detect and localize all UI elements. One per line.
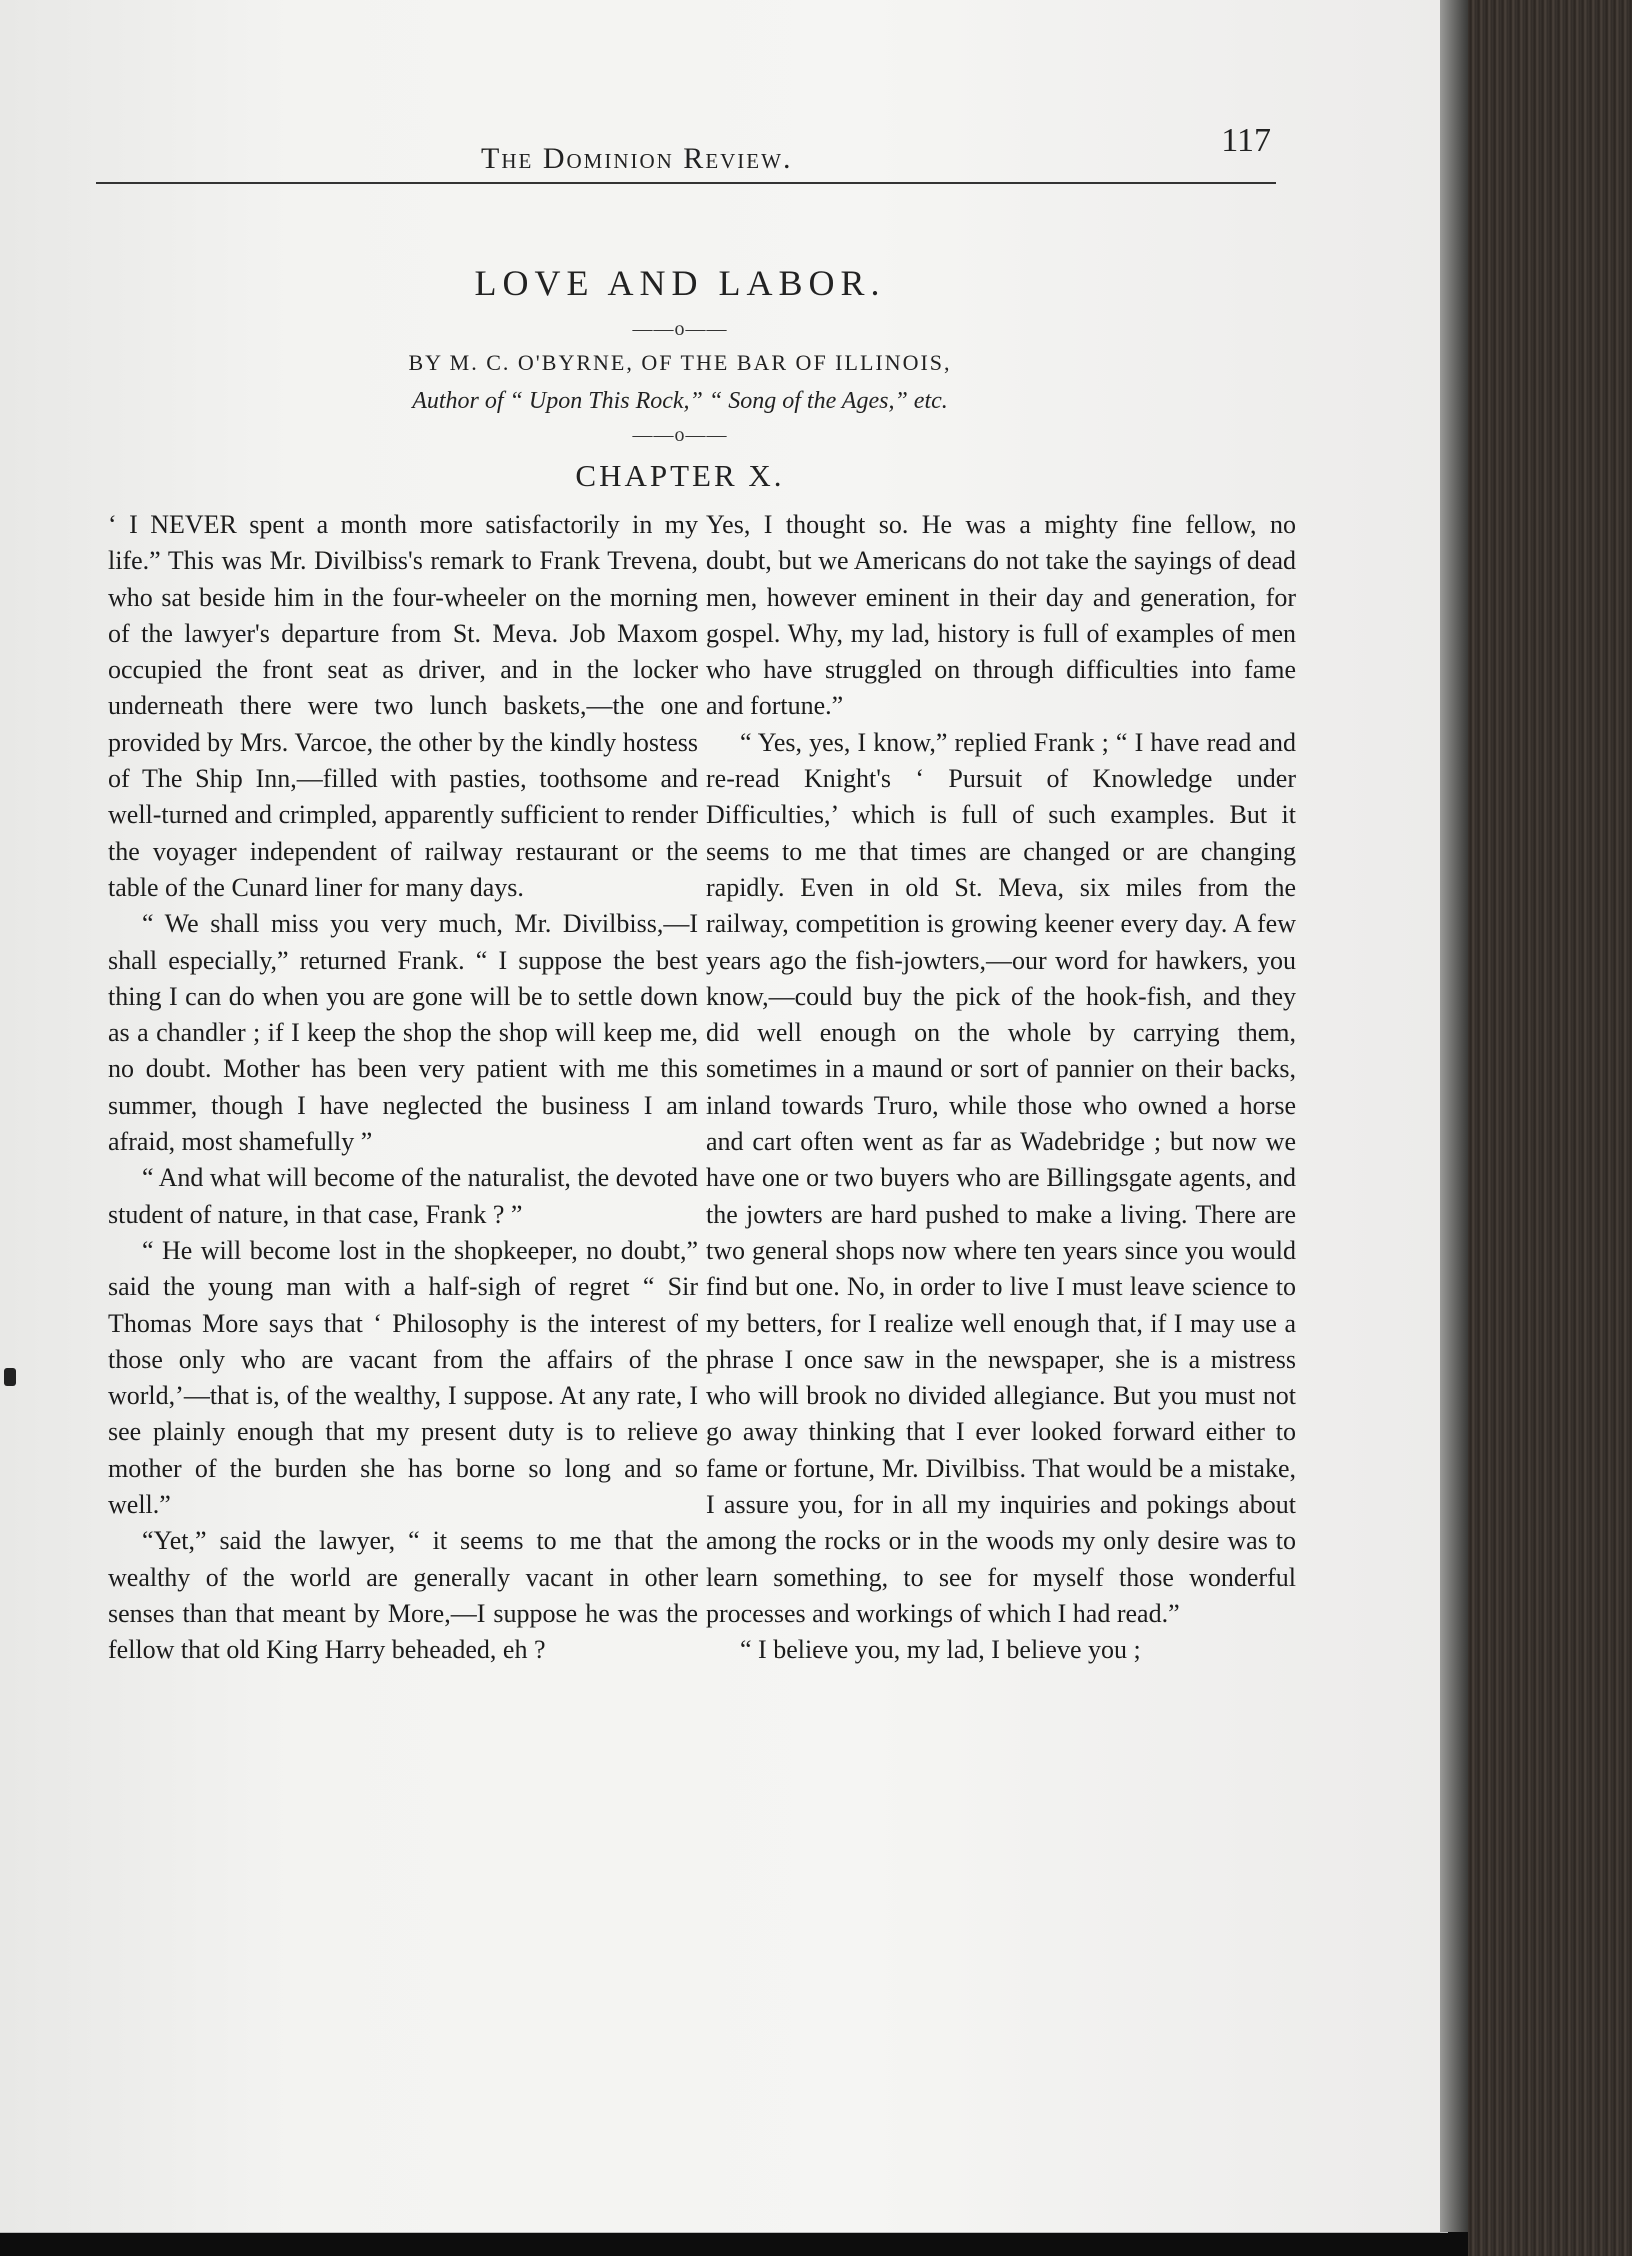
running-title: The Dominion Review. <box>481 142 793 175</box>
chapter-heading: CHAPTER X. <box>575 458 785 493</box>
binding-mark <box>4 1368 16 1386</box>
paragraph: “ Yes, yes, I know,” replied Frank ; “ I have read and re-read Knight's ‘ Pursuit of Knowledge under Difficulties,’ which is full of such examples. But it seems to me that times are changed or are changing rapidly. Even in old St. Meva, six miles from the railway, competition is growing keener every day. A few years ago the fish-jowters,—our word for hawkers, you know,—could buy the pick of the hook-fish, and they did well enough on the whole by carrying them, sometimes in a maund or sort of pannier on their backs, inland towards Truro, while those who owned a horse and cart often went as far as Wadebridge ; but now we have one or two buyers who are Billingsgate agents, and the jowters are hard pushed to make a living. There are two general shops now where ten years since you would find but one. No, in order to live I must leave science to my betters, for I realize well enough that, if I may use a phrase I once saw in the newspaper, she is a mistress who will brook no divided allegiance. But you must not go away thinking that I ever looked forward either to fame or fortune, Mr. Divilbiss. That would be a mistake, I assure you, for in all my inquiries and pokings about among the rocks or in the woods my only desire was to learn something, to see for myself those wonderful processes and workings of which I had read.” <box>706 727 1296 1628</box>
byline: BY M. C. O'BYRNE, OF THE BAR OF ILLINOIS, <box>408 350 952 375</box>
paragraph: “ We shall miss you very much, Mr. Divilbiss,—I shall especially,” returned Frank. “ I suppose the best thing I can do when you are gone will be to settle down as a chandler ; if I keep the shop the shop will keep me, no doubt. Mother has been very patient with me this summer, though I have neglected the business I am afraid, most shamefully ” <box>108 909 698 1157</box>
paragraph: Yes, I thought so. He was a mighty fine fellow, no doubt, but we Americans do not take the sayings of dead men, however eminent in their day and generation, for gospel. Why, my lad, history is full of examples of men who have struggled on through difficulties into fame and fortune.” <box>706 510 1296 721</box>
paragraph: “Yet,” said the lawyer, “ it seems to me that the wealthy of the world are generally vacant in other senses than that meant by More,—I suppose he was the fellow that old King Harry beheaded, eh ? <box>108 1526 698 1665</box>
paragraph: “ I believe you, my lad, I believe you ; <box>740 1635 1141 1665</box>
author-credit: Author of “ Upon This Rock,” “ Song of the Ages,” etc. <box>412 388 948 414</box>
paragraph: ‘ I NEVER spent a month more satisfactorily in my life.” This was Mr. Divilbiss's remark to Frank Trevena, who sat beside him in the four-wheeler on the morning of the lawyer's departure from St. Meva. Job Maxom occupied the front seat as driver, and in the locker underneath there were two lunch baskets,—the one provided by Mrs. Varcoe, the other by the kindly hostess of The Ship Inn,—filled with pasties, toothsome and well-turned and crimpled, apparently sufficient to render the voyager independent of railway restaurant or the table of the Cunard liner for many days. <box>108 510 698 902</box>
paragraph: “ And what will become of the naturalist, the devoted student of nature, in that case, Frank ? ” <box>108 1163 698 1229</box>
title-divider: ——o—— <box>632 318 728 340</box>
byline-divider: ——o—— <box>632 424 728 446</box>
page-number: 117 <box>1221 122 1271 159</box>
running-header <box>96 122 1276 184</box>
page-edge <box>1440 0 1468 2232</box>
paragraph: “ He will become lost in the shopkeeper, no doubt,” said the young man with a half-sigh of regret “ Sir Thomas More says that ‘ Philosophy is the interest of those only who are vacant from the affairs of the world,’—that is, of the wealthy, I suppose. At any rate, I see plainly enough that my present duty is to relieve mother of the burden she has borne so long and so well.” <box>108 1235 698 1520</box>
article-title: LOVE AND LABOR. <box>474 263 886 303</box>
book-spine <box>1468 0 1632 2256</box>
right-column <box>706 507 1296 1669</box>
left-column <box>108 507 698 1669</box>
